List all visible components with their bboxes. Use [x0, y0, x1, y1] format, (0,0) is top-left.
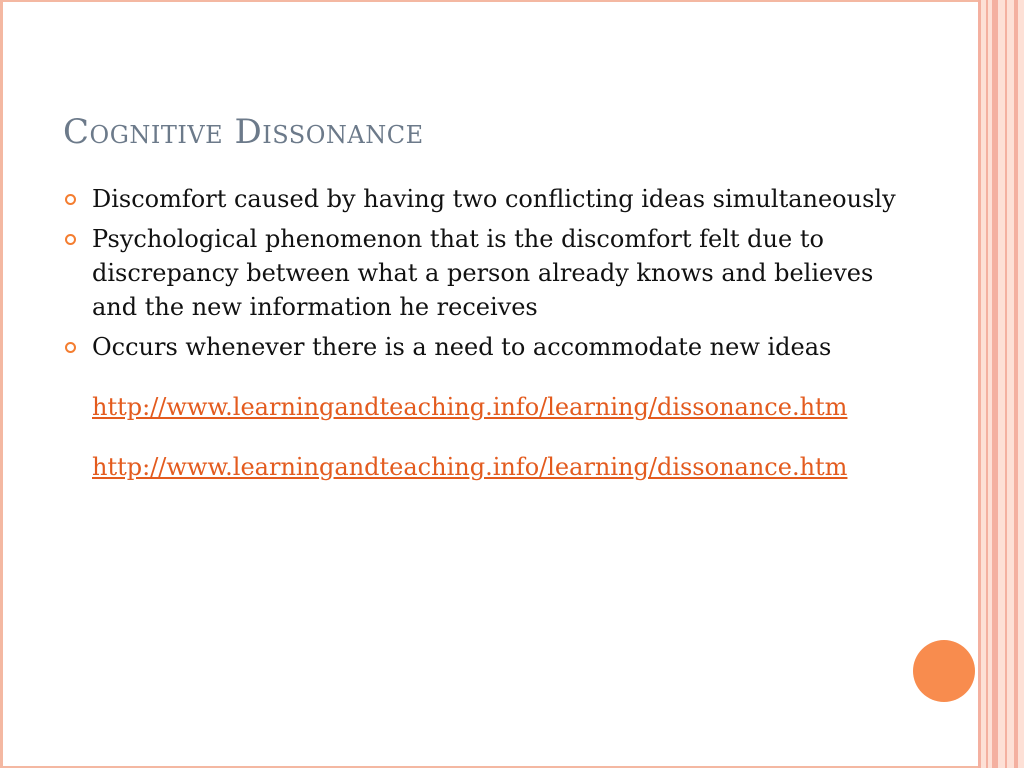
decorative-stripe [978, 0, 981, 768]
slide-title: Cognitive Dissonance [63, 112, 424, 152]
bullet-list [62, 182, 902, 364]
frame-border-top [0, 0, 1024, 2]
ring-bullet-icon [65, 342, 76, 353]
reference-link[interactable]: http://www.learningandteaching.info/learning/dissonance.htm [92, 453, 848, 481]
bullet-item [62, 330, 902, 364]
bullet-text: Occurs whenever there is a need to accommodate new ideas [92, 333, 832, 361]
reference-link[interactable]: http://www.learningandteaching.info/learning/dissonance.htm [92, 393, 848, 421]
ring-bullet-icon [65, 234, 76, 245]
decorative-stripe [1014, 0, 1018, 768]
decorative-stripe [986, 0, 988, 768]
reference-paragraph [62, 450, 902, 484]
bullet-text: Psychological phenomenon that is the discomfort felt due to discrepancy between what a person already knows and believes and the new information he receives [92, 225, 874, 321]
slide-content [62, 182, 902, 484]
ring-bullet-icon [65, 194, 76, 205]
reference-paragraph [62, 390, 902, 424]
bullet-item [62, 182, 902, 216]
bullet-text: Discomfort caused by having two conflicting ideas simultaneously [92, 185, 896, 213]
decorative-stripe [1005, 0, 1007, 768]
decorative-stripe [992, 0, 998, 768]
decorative-circle [913, 640, 975, 702]
frame-border-left [0, 0, 3, 768]
bullet-item [62, 222, 902, 324]
